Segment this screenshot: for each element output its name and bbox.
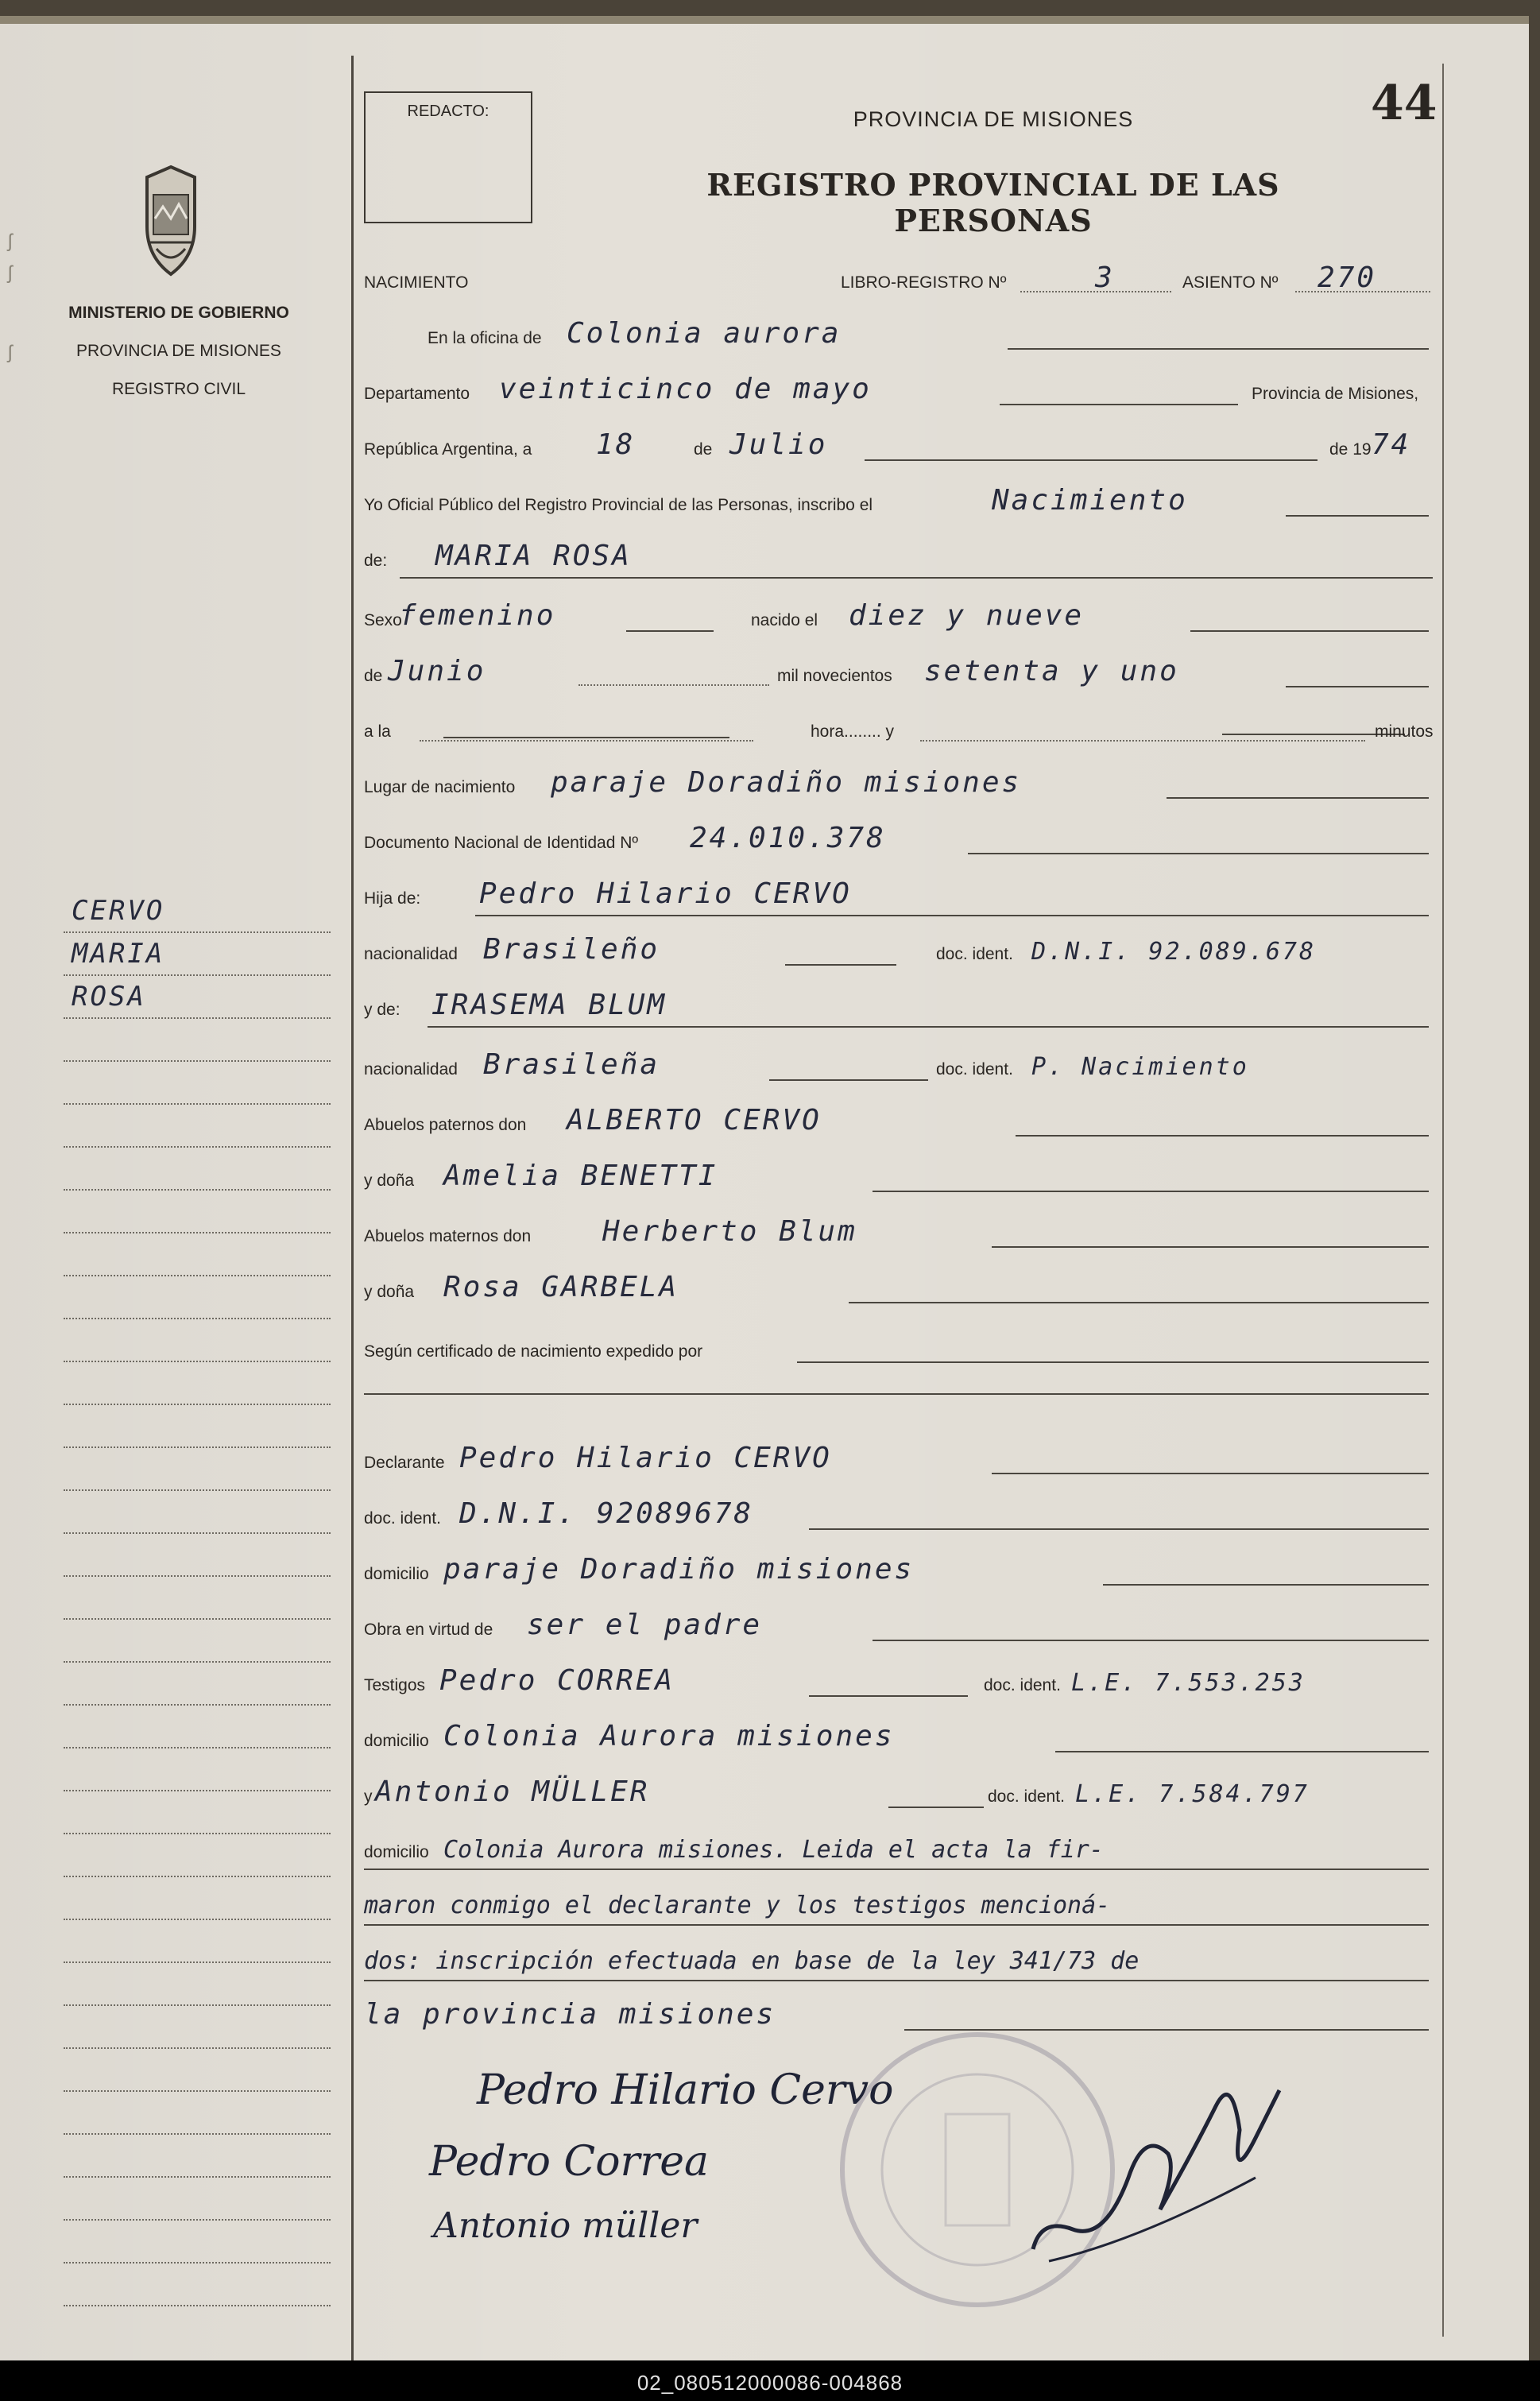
registry-title: REGISTRO PROVINCIAL DE LAS PERSONAS bbox=[706, 167, 1280, 238]
a-la-label: a la bbox=[364, 722, 391, 741]
nacimiento-label: NACIMIENTO bbox=[364, 273, 469, 292]
declarante-domicilio-label: domicilio bbox=[364, 1565, 429, 1583]
testigo1-domicilio-label: domicilio bbox=[364, 1732, 429, 1750]
abuela-paterna-value: Amelia BENETTI bbox=[443, 1160, 718, 1192]
row-fecha bbox=[364, 421, 1438, 469]
testigo1-doc-value: L.E. 7.553.253 bbox=[1071, 1669, 1306, 1697]
row-sexo bbox=[364, 592, 1438, 640]
testigo1-value: Pedro CORREA bbox=[439, 1664, 675, 1697]
anio-label: de 19 bbox=[1329, 440, 1372, 459]
documento-value: 24.010.378 bbox=[690, 822, 886, 854]
testigo1-doc-label: doc. ident. bbox=[984, 1676, 1061, 1694]
y-de-label: y de: bbox=[364, 1001, 400, 1019]
documento-label: Documento Nacional de Identidad Nº bbox=[364, 834, 639, 852]
mil-value: setenta y uno bbox=[924, 655, 1179, 687]
continuation-line-3: la provincia misiones bbox=[364, 1998, 776, 2031]
padre-nacionalidad-label: nacionalidad bbox=[364, 945, 458, 963]
obra-label: Obra en virtud de bbox=[364, 1621, 493, 1639]
hija-label: Hija de: bbox=[364, 889, 421, 908]
row-oficina bbox=[364, 310, 1438, 358]
row-abuelo-materno bbox=[364, 1208, 1438, 1256]
right-margin-line bbox=[1442, 64, 1444, 2337]
nacido-label: nacido el bbox=[751, 611, 818, 629]
row-libro-asiento bbox=[364, 254, 1438, 302]
testigo2-domicilio-label: domicilio bbox=[364, 1843, 429, 1861]
margin-first-name: MARIA bbox=[72, 938, 165, 970]
testigo2-domicilio-value: Colonia Aurora misiones. Leida el acta la fir- bbox=[443, 1836, 1104, 1864]
sexo-value: femenino bbox=[399, 599, 556, 632]
row-cont-1 bbox=[364, 1880, 1438, 1927]
certificado-label: Según certificado de nacimiento expedido por bbox=[364, 1342, 703, 1361]
hora-label: hora........ y bbox=[811, 722, 895, 741]
padre-value: Pedro Hilario CERVO bbox=[479, 877, 852, 910]
row-declarante bbox=[364, 1435, 1438, 1482]
lugar-value: paraje Doradiño misiones bbox=[551, 766, 1022, 799]
row-testigo2-domicilio bbox=[364, 1824, 1438, 1872]
padre-doc-value: D.N.I. 92.089.678 bbox=[1031, 938, 1317, 966]
inscribo-value: Nacimiento bbox=[992, 484, 1188, 517]
ministry-registry: REGISTRO CIVIL bbox=[111, 380, 246, 398]
row-declarante-doc bbox=[364, 1490, 1438, 1538]
row-lugar bbox=[364, 759, 1438, 807]
padre-doc-label: doc. ident. bbox=[936, 945, 1013, 963]
asiento-label: ASIENTO Nº bbox=[1182, 273, 1279, 292]
row-abuela-paterna bbox=[364, 1152, 1438, 1200]
margin-surname: CERVO bbox=[72, 895, 165, 927]
row-mes-anio bbox=[364, 648, 1438, 695]
y-dona-materna-label: y doña bbox=[364, 1283, 415, 1301]
de-mes-value: Junio bbox=[388, 655, 486, 687]
lugar-label: Lugar de nacimiento bbox=[364, 778, 516, 796]
declarante-doc-label: doc. ident. bbox=[364, 1509, 441, 1528]
obra-value: ser el padre bbox=[527, 1609, 763, 1641]
declarante-doc-value: D.N.I. 92089678 bbox=[459, 1497, 754, 1530]
declarante-label: Declarante bbox=[364, 1454, 445, 1472]
signature-testigo1: Pedro Correa bbox=[429, 2138, 709, 2186]
de-mes-label: de bbox=[364, 667, 383, 685]
departamento-value: veinticinco de mayo bbox=[499, 373, 872, 405]
testigo2-value: Antonio MÜLLER bbox=[375, 1776, 650, 1808]
margin-second-name: ROSA bbox=[72, 981, 146, 1013]
page-number: 44 bbox=[1371, 76, 1437, 131]
de-name-label: de: bbox=[364, 552, 388, 570]
mil-label: mil novecientos bbox=[777, 667, 892, 685]
anio-value: 74 bbox=[1372, 428, 1411, 461]
row-testigo1-domicilio bbox=[364, 1713, 1438, 1760]
row-padre bbox=[364, 870, 1438, 918]
nombre-value: MARIA ROSA bbox=[435, 540, 632, 572]
dia-value: 18 bbox=[596, 428, 636, 461]
continuation-line-2: dos: inscripción efectuada en base de la ley 341/73 de bbox=[364, 1947, 1140, 1975]
abuelo-paterno-value: ALBERTO CERVO bbox=[567, 1104, 822, 1137]
y-testigo-label: y bbox=[364, 1787, 373, 1806]
official-signature-mark bbox=[1017, 2058, 1303, 2281]
binding-hole-mark: ʃ bbox=[8, 342, 13, 363]
binding-hole-mark: ʃ bbox=[8, 262, 13, 284]
row-abuela-materna bbox=[364, 1264, 1438, 1311]
margin-name-lines bbox=[64, 890, 331, 2306]
province-title: PROVINCIA DE MISIONES bbox=[853, 107, 1134, 131]
testigo2-doc-label: doc. ident. bbox=[988, 1787, 1065, 1806]
row-departamento bbox=[364, 366, 1438, 413]
ministry-province: PROVINCIA DE MISIONES bbox=[76, 342, 281, 360]
column-divider bbox=[351, 56, 354, 2360]
libro-value: 3 bbox=[1095, 261, 1115, 294]
declarante-domicilio-value: paraje Doradiño misiones bbox=[443, 1553, 915, 1586]
nacido-value: diez y nueve bbox=[849, 599, 1085, 632]
row-declarante-domicilio bbox=[364, 1546, 1438, 1594]
madre-nacionalidad-value: Brasileña bbox=[483, 1048, 660, 1081]
abuelos-maternos-label: Abuelos maternos don bbox=[364, 1227, 532, 1245]
sexo-label: Sexo bbox=[364, 611, 402, 629]
row-testigo1 bbox=[364, 1657, 1438, 1705]
binding-hole-mark: ʃ bbox=[8, 230, 13, 252]
continuation-line-1: maron conmigo el declarante y los testigos mencioná- bbox=[364, 1892, 1111, 1919]
declarante-value: Pedro Hilario CERVO bbox=[459, 1442, 832, 1474]
row-madre bbox=[364, 982, 1438, 1029]
minutos-label: minutos bbox=[1375, 722, 1434, 741]
oficina-value: Colonia aurora bbox=[567, 317, 842, 350]
row-documento bbox=[364, 815, 1438, 862]
testigos-label: Testigos bbox=[364, 1676, 426, 1694]
abuela-materna-value: Rosa GARBELA bbox=[443, 1271, 679, 1303]
row-nombre bbox=[364, 532, 1438, 580]
footer-code: 02_080512000086-004868 bbox=[637, 2371, 903, 2395]
row-testigo2 bbox=[364, 1768, 1438, 1816]
padre-nacionalidad-value: Brasileño bbox=[483, 933, 660, 966]
row-obra bbox=[364, 1601, 1438, 1649]
madre-value: IRASEMA BLUM bbox=[431, 989, 667, 1021]
row-cont-2 bbox=[364, 1935, 1438, 1983]
row-madre-nacionalidad bbox=[364, 1041, 1438, 1089]
row-padre-nacionalidad bbox=[364, 926, 1438, 974]
madre-doc-label: doc. ident. bbox=[936, 1060, 1013, 1079]
libro-label: LIBRO-REGISTRO Nº bbox=[841, 273, 1007, 292]
asiento-value: 270 bbox=[1318, 261, 1377, 294]
row-abuelo-paterno bbox=[364, 1097, 1438, 1144]
ministry-name: MINISTERIO DE GOBIERNO bbox=[68, 304, 289, 322]
testigo1-domicilio-value: Colonia Aurora misiones bbox=[443, 1720, 895, 1752]
redacto-label: REDACTO: bbox=[407, 103, 489, 120]
de-label: de bbox=[694, 440, 713, 459]
oficina-label: En la oficina de bbox=[428, 329, 542, 347]
signature-declarante: Pedro Hilario Cervo bbox=[477, 2066, 894, 2114]
republica-label: República Argentina, a bbox=[364, 440, 532, 459]
row-inscribo bbox=[364, 477, 1438, 525]
provincia-suffix: Provincia de Misiones, bbox=[1252, 385, 1419, 403]
signature-testigo2: Antonio müller bbox=[433, 2205, 698, 2246]
ministry-block bbox=[48, 294, 310, 409]
provincial-emblem-icon bbox=[139, 163, 203, 282]
mes-value: Julio bbox=[729, 428, 828, 461]
redacto-box bbox=[364, 91, 532, 223]
departamento-label: Departamento bbox=[364, 385, 470, 403]
madre-nacionalidad-label: nacionalidad bbox=[364, 1060, 458, 1079]
abuelo-materno-value: Herberto Blum bbox=[602, 1215, 857, 1248]
abuelos-paternos-label: Abuelos paternos don bbox=[364, 1116, 527, 1134]
row-hora bbox=[364, 703, 1438, 751]
madre-doc-value: P. Nacimiento bbox=[1031, 1053, 1249, 1081]
y-dona-paterna-label: y doña bbox=[364, 1171, 415, 1190]
yo-oficial-label: Yo Oficial Público del Registro Provincial de las Personas, inscribo el bbox=[364, 496, 873, 514]
testigo2-doc-value: L.E. 7.584.797 bbox=[1075, 1780, 1310, 1808]
row-certificado-cont bbox=[364, 1355, 1438, 1403]
